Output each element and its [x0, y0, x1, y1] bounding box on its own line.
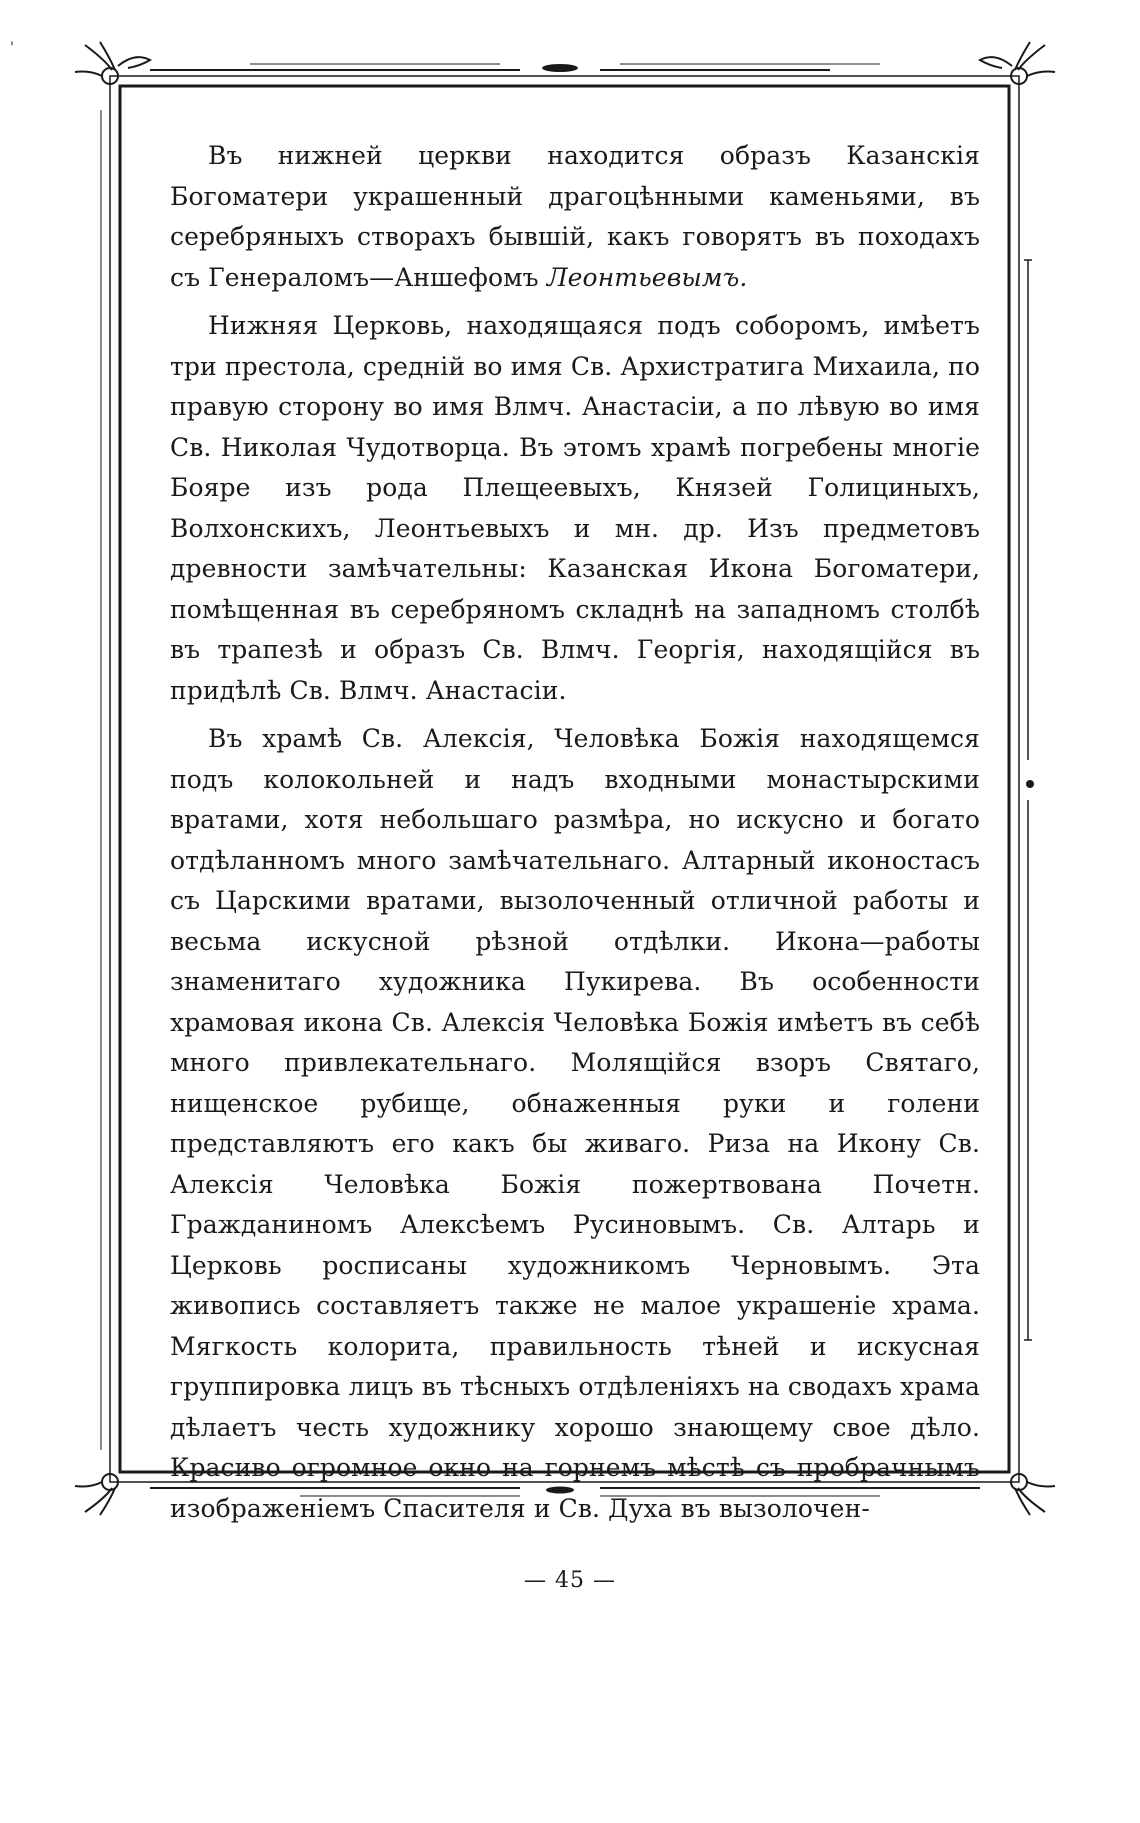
page-body — [170, 136, 980, 1523]
paragraph-1 — [170, 136, 980, 298]
edge-mark: ' — [10, 40, 14, 56]
paragraph-2: Нижняя Церковь, находящаяся подъ соборомъ, имѣетъ три престола, средній во имя Св. Архистратига Михаила, по правую сторону во имя Влмч. Анастасіи, а по лѣвую во имя Св. Николая Чудотворца. Въ этомъ храмѣ погребены многіе Бояре изъ рода Плещеевыхъ, Князей Голициныхъ, Волхонскихъ, Леонтьевыхъ и мн. др. Изъ предметовъ древности замѣчательны: Казанская Икона Богоматери, помѣщенная въ серебряномъ складнѣ на западномъ столбѣ въ трапезѣ и образъ Св. Влмч. Георгія, находящійся въ придѣлѣ Св. Влмч. Анастасіи. — [170, 311, 980, 705]
paragraph-1-italic-name: Леонтьевымъ. — [546, 262, 748, 292]
page-number: — 45 — — [524, 1568, 616, 1593]
paragraph-3: Въ храмѣ Св. Алексія, Человѣка Божія находящемся подъ колокольней и надъ входными монастырскими вратами, хотя небольшаго размѣра, но искусно и богато отдѣланномъ много замѣчательнаго. Алтарный иконостасъ съ Царскими вратами, вызолоченный отличной работы и весьма искусной рѣзной отдѣлки. Икона—работы знаменитаго художника Пукирева. Въ особенности храмовая икона Св. Алексія Человѣка Божія имѣетъ въ себѣ много привлекательнаго. Молящійся взоръ Святаго, нищенское рубище, обнаженныя руки и голени представляютъ его какъ бы живаго. Риза на Икону Св. Алексія Человѣка Божія пожертвована Почетн. Гражданиномъ Алексѣемъ Русиновымъ. Св. Алтарь и Церковь росписаны художникомъ Черновымъ. Эта живопись составляетъ также не малое украшеніе храма. Мягкость колорита, правильность тѣней и искусная группировка лицъ въ тѣсныхъ отдѣленіяхъ на сводахъ храма дѣлаетъ честь художнику хорошо знающему свое дѣло. Красиво огромное окно на горнемъ мѣстѣ съ пробрачнымъ изображеніемъ Спасителя и Св. Духа въ вызолочен- — [170, 724, 980, 1523]
paragraph-1-text: Въ нижней церкви находится образъ Казанскія Богоматери украшенный драгоцѣнными каменьями, въ серебряныхъ створахъ бывшій, какъ говорятъ въ походахъ съ Генераломъ—Аншефомъ — [170, 141, 980, 292]
